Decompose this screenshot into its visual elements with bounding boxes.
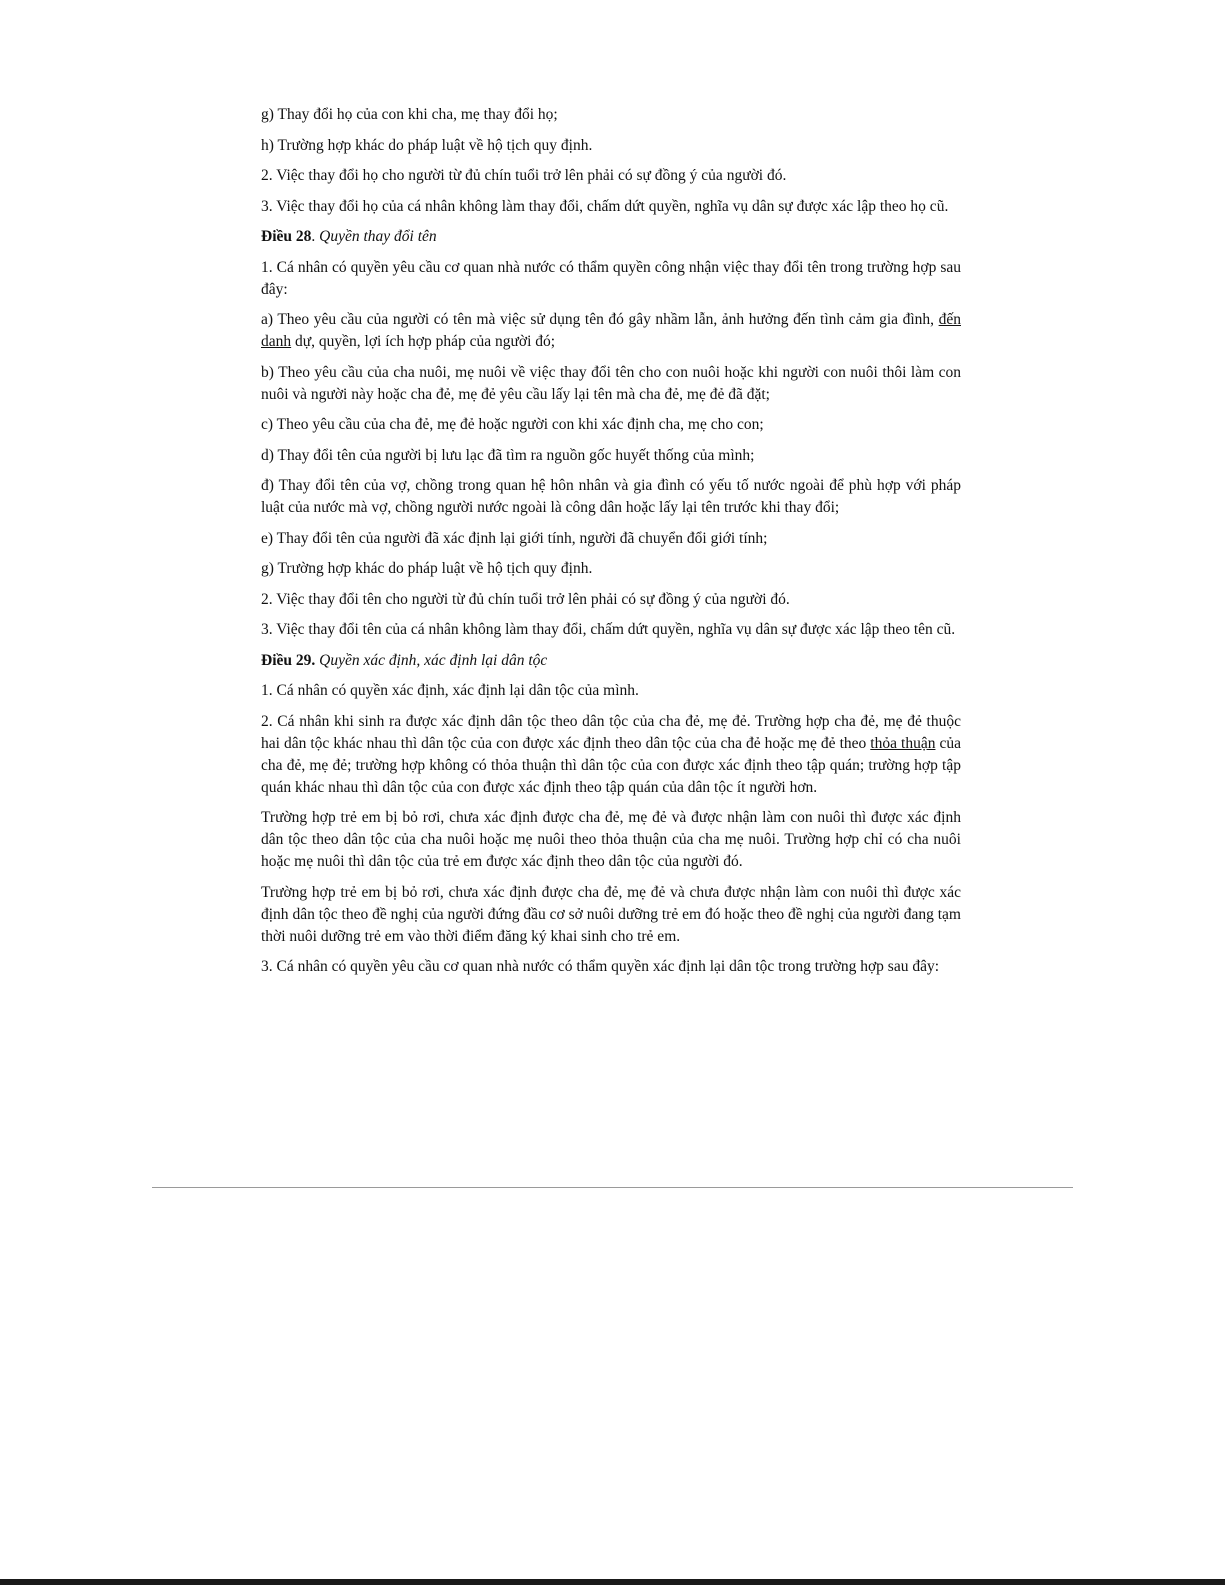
- paragraph-ethnicity-abandoned-child: Trường hợp trẻ em bị bỏ rơi, chưa xác định được cha đẻ, mẹ đẻ và chưa được nhận làm con nuôi thì được xác định dân tộc theo đề nghị của người đứng đầu cơ sở nuôi dưỡng trẻ em đó hoặc theo đề nghị của người đang tạm thời nuôi dưỡng trẻ em vào thời điểm đăng ký khai sinh cho trẻ em.: [261, 883, 961, 945]
- paragraph-name-point-a: [261, 309, 961, 353]
- paragraph-ethnicity-adopted-child: Trường hợp trẻ em bị bỏ rơi, chưa xác định được cha đẻ, mẹ đẻ và được nhận làm con nuôi thì được xác định dân tộc theo dân tộc của cha nuôi hoặc mẹ nuôi theo thỏa thuận của cha mẹ nuôi. Trường hợp chỉ có cha nuôi hoặc mẹ nuôi thì dân tộc của trẻ em được xác định theo dân tộc của người đó.: [261, 809, 961, 870]
- clause-2-text-end: của cha đẻ, mẹ đẻ; trường hợp không có thỏa thuận thì dân tộc của con được xác định theo tập quán; trường hợp tập quán khác nhau thì dân tộc của con được xác định theo tập quán của dân tộc ít người hơn.: [261, 734, 961, 796]
- paragraph-surname-clause-3: 3. Việc thay đổi họ của cá nhân không làm thay đổi, chấm dứt quyền, nghĩa vụ dân sự được xác lập theo họ cũ.: [261, 197, 949, 215]
- paragraph-ethnicity-clause-2: [261, 711, 961, 799]
- paragraph-change-surname-g: g) Thay đổi họ của con khi cha, mẹ thay đổi họ;: [261, 106, 558, 123]
- article-28-separator: .: [311, 228, 320, 245]
- paragraph-name-clause-2: 2. Việc thay đổi tên cho người từ đủ chín tuổi trở lên phải có sự đồng ý của người đó.: [261, 590, 790, 608]
- article-29-number: Điều 29.: [261, 651, 316, 669]
- article-29-heading: [261, 650, 961, 672]
- point-a-text-start: a) Theo yêu cầu của người có tên mà việc sử dụng tên đó gây nhầm lẫn, ảnh hưởng đến tình cảm gia đình,: [261, 311, 939, 328]
- paragraph-surname-clause-2: 2. Việc thay đổi họ cho người từ đủ chín tuổi trở lên phải có sự đồng ý của người đó.: [261, 167, 787, 184]
- article-28-number: Điều 28: [261, 228, 312, 245]
- paragraph-name-point-g: g) Trường hợp khác do pháp luật về hộ tịch quy định.: [261, 560, 593, 577]
- paragraph-name-clause-1: 1. Cá nhân có quyền yêu cầu cơ quan nhà nước có thẩm quyền công nhận việc thay đổi tên trong trường hợp sau đây:: [261, 258, 961, 298]
- paragraph-name-point-dd: đ) Thay đổi tên của vợ, chồng trong quan hệ hôn nhân và gia đình có yếu tố nước ngoài để phù hợp với pháp luật của nước mà vợ, chồng người nước ngoài là công dân hoặc lấy lại tên trước khi thay đổi;: [261, 477, 961, 516]
- paragraph-name-point-d: d) Thay đổi tên của người bị lưu lạc đã tìm ra nguồn gốc huyết thống của mình;: [261, 446, 755, 464]
- document-body: [261, 104, 961, 987]
- clause-2-text-start: 2. Cá nhân khi sinh ra được xác định dân tộc theo dân tộc của cha đẻ, mẹ đẻ. Trường hợp cha đẻ, mẹ đẻ thuộc hai dân tộc khác nhau thì dân tộc của con được xác định theo dân tộc của cha đẻ hoặc mẹ đẻ theo: [261, 712, 961, 752]
- paragraph-name-point-e: e) Thay đổi tên của người đã xác định lại giới tính, người đã chuyển đổi giới tính;: [261, 529, 768, 547]
- clause-2-underlined-text: thỏa thuận: [870, 734, 936, 752]
- point-a-text-end: dự, quyền, lợi ích hợp pháp của người đó;: [291, 333, 556, 350]
- article-29-title: Quyền xác định, xác định lại dân tộc: [319, 651, 548, 669]
- article-28-heading: [261, 226, 961, 248]
- point-a-underlined-text: đến danh: [261, 311, 961, 350]
- paragraph-ethnicity-clause-1: 1. Cá nhân có quyền xác định, xác định lại dân tộc của mình.: [261, 682, 639, 699]
- paragraph-name-clause-3: 3. Việc thay đổi tên của cá nhân không làm thay đổi, chấm dứt quyền, nghĩa vụ dân sự được xác lập theo tên cũ.: [261, 621, 956, 638]
- article-28-title: Quyền thay đổi tên: [319, 228, 437, 245]
- paragraph-name-point-c: c) Theo yêu cầu của cha đẻ, mẹ đẻ hoặc người con khi xác định cha, mẹ cho con;: [261, 416, 764, 433]
- paragraph-ethnicity-clause-3: 3. Cá nhân có quyền yêu cầu cơ quan nhà nước có thẩm quyền xác định lại dân tộc trong trường hợp sau đây:: [261, 958, 940, 975]
- page-divider: [152, 1187, 1073, 1188]
- paragraph-change-surname-h: h) Trường hợp khác do pháp luật về hộ tịch quy định.: [261, 136, 593, 154]
- page-bottom-edge: [0, 1579, 1225, 1585]
- paragraph-name-point-b: b) Theo yêu cầu của cha nuôi, mẹ nuôi về việc thay đổi tên cho con nuôi hoặc khi người con nuôi thôi làm con nuôi và người này hoặc cha đẻ, mẹ đẻ yêu cầu lấy lại tên mà cha đẻ, mẹ đẻ đã đặt;: [261, 363, 961, 403]
